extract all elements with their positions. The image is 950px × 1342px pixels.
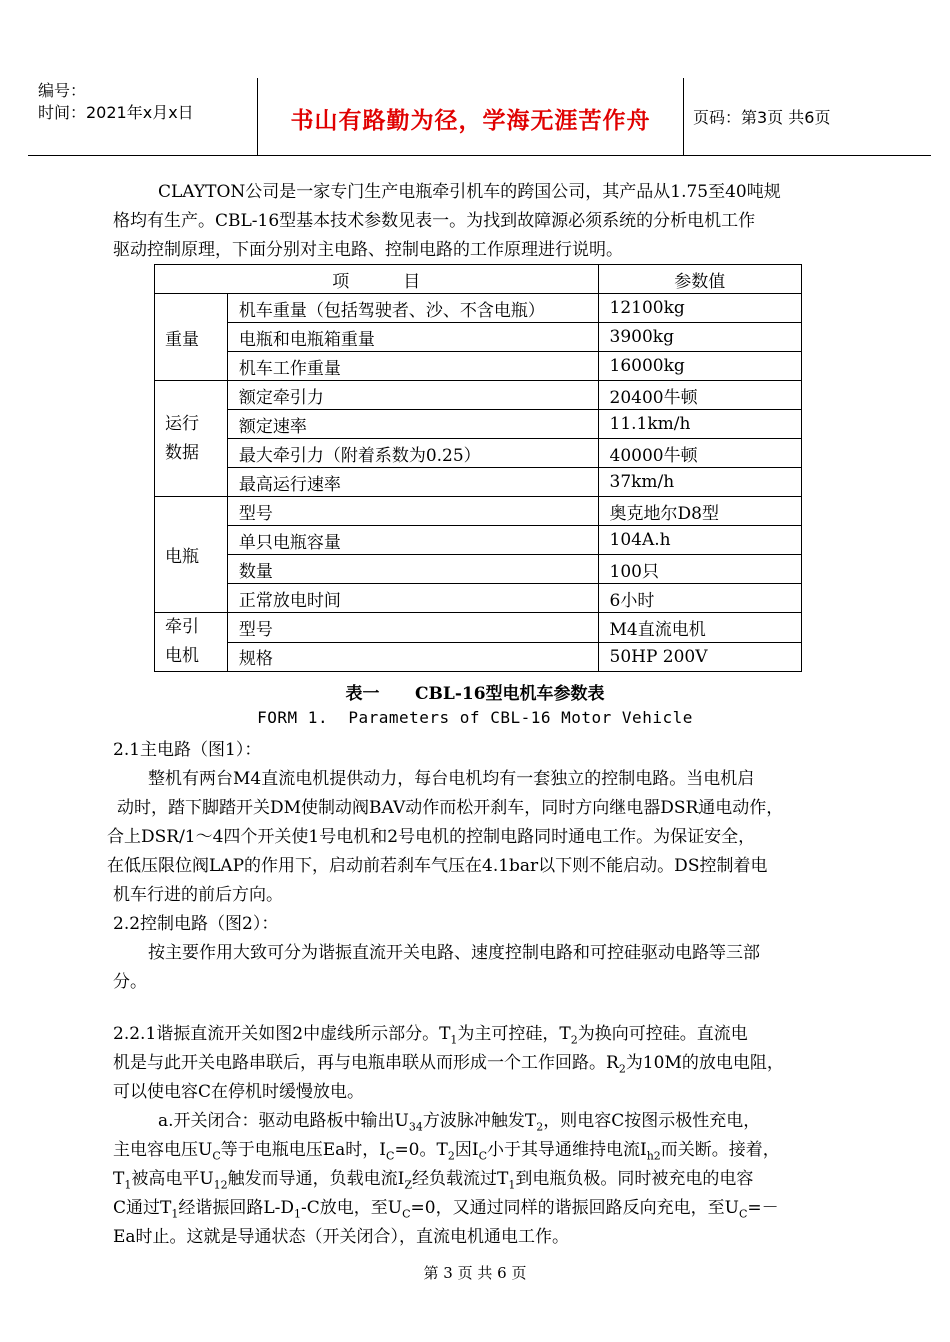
table-caption-en: FORM 1. Parameters of CBL-16 Motor Vehicle — [257, 708, 693, 727]
row-item: 额定速率 — [227, 410, 598, 439]
row-value: 3900kg — [598, 323, 802, 352]
motto: 书山有路勤为径，学海无涯苦作舟 — [290, 108, 651, 134]
row-value: 40000牛顿 — [598, 439, 802, 468]
table-row — [155, 555, 802, 584]
group-motor-line: 电机 — [165, 646, 199, 666]
row-item: 型号 — [227, 497, 598, 526]
table-row — [155, 497, 802, 526]
body-line: a.开关闭合：驱动电路板中输出$U_{34}$方波脉冲触发$T_2$，则电容C按图示极性充电， — [158, 1111, 761, 1134]
table-row — [155, 294, 802, 323]
table-row — [155, 526, 802, 555]
group-motor — [155, 613, 228, 672]
section-heading: 2.2控制电路（图2）： — [113, 914, 279, 934]
row-value: 6小时 — [598, 584, 802, 613]
row-value: 100只 — [598, 555, 802, 584]
row-value: 20400牛顿 — [598, 381, 802, 410]
table-row — [155, 352, 802, 381]
table-row — [155, 584, 802, 613]
time-label: 时间：2021年x月x日 — [38, 103, 194, 122]
row-item: 最大牵引力（附着系数为0.25） — [227, 439, 598, 468]
row-item: 数量 — [227, 555, 598, 584]
row-item: 单只电瓶容量 — [227, 526, 598, 555]
body-line: $T_1$被高电平$U_{12}$触发而导通，负载电流$I_Z$经负载流过$T_1$到电瓶负极。同时被充电的电容 — [113, 1169, 754, 1192]
row-value: M4直流电机 — [598, 613, 802, 643]
table-row — [155, 613, 802, 643]
row-item: 电瓶和电瓶箱重量 — [227, 323, 598, 352]
table-caption-cn: 表一 CBL-16型电机车参数表 — [345, 684, 605, 704]
body-line: Ea时止。这就是导通状态（开关闭合），直流电机通电工作。 — [113, 1227, 570, 1247]
table-row — [155, 439, 802, 468]
table-row — [155, 642, 802, 672]
body-line: 整机有两台M4直流电机提供动力，每台电机均有一套独立的控制电路。当电机启 — [148, 769, 755, 789]
group-weight: 重量 — [155, 294, 228, 381]
row-value: 104A.h — [598, 526, 802, 555]
row-value: 奥克地尔D8型 — [598, 497, 802, 526]
row-item: 最高运行速率 — [227, 468, 598, 497]
page-header — [28, 78, 931, 156]
body-line: 可以使电容C在停机时缓慢放电。 — [113, 1082, 365, 1102]
row-value: 12100kg — [598, 294, 802, 323]
body-line: 主电容电压$U_C$等于电瓶电压Ea时，$I_C=0$。$T_2$因$I_C$小于其导通维持电流$I_{h2}$而关断。接着， — [113, 1140, 780, 1163]
row-value: 37km/h — [598, 468, 802, 497]
row-item: 规格 — [227, 642, 598, 672]
row-item: 机车重量（包括驾驶者、沙、不含电瓶） — [227, 294, 598, 323]
intro-line: CLAYTON公司是一家专门生产电瓶牵引机车的跨国公司，其产品从1.75至40吨规 — [158, 182, 781, 202]
page-code: 页码：第3页 共6页 — [693, 108, 831, 127]
body-line: C通过$T_1$经谐振回路$L-D_1-C$放电，至$U_C=0$，又通过同样的谐振回路反向充电，至$U_C=-$ — [113, 1198, 779, 1221]
table-row — [155, 323, 802, 352]
section-heading: 2.1主电路（图1）： — [113, 740, 262, 760]
header-meta — [38, 80, 194, 124]
parameter-table — [154, 264, 802, 672]
page-footer: 第 3 页 共 6 页 — [423, 1264, 527, 1282]
body-line: 2.2.1谐振直流开关如图2中虚线所示部分。$T_1$为主可控硅，$T_2$为换向可控硅。直流电 — [113, 1024, 748, 1047]
header-rule — [28, 155, 931, 156]
table-header-row — [155, 265, 802, 294]
body-line: 动时，踏下脚踏开关DM使制动阀BAV动作而松开刹车，同时方向继电器DSR通电动作， — [117, 798, 784, 818]
group-motor-line: 牵引 — [165, 617, 199, 637]
table-row — [155, 410, 802, 439]
table-row — [155, 468, 802, 497]
body-line: 按主要作用大致可分为谐振直流开关电路、速度控制电路和可控硅驱动电路等三部 — [148, 943, 760, 963]
header-value: 参数值 — [598, 265, 802, 294]
body-line: 合上DSR/1～4四个开关使1号电机和2号电机的控制电路同时通电工作。为保证安全， — [107, 827, 756, 847]
group-battery: 电瓶 — [155, 497, 228, 613]
body-line: 在低压限位阀LAP的作用下，启动前若刹车气压在4.1bar以下则不能启动。DS控制着电 — [107, 856, 768, 876]
body-line: 机车行进的前后方向。 — [113, 885, 283, 905]
row-value: 11.1km/h — [598, 410, 802, 439]
header-item: 项 目 — [155, 265, 599, 294]
row-value: 50HP 200V — [598, 642, 802, 672]
group-run-line: 运行 — [165, 413, 199, 434]
row-item: 正常放电时间 — [227, 584, 598, 613]
body-line: 分。 — [113, 972, 147, 992]
row-item: 额定牵引力 — [227, 381, 598, 410]
row-item: 机车工作重量 — [227, 352, 598, 381]
intro-line: 格均有生产。CBL-16型基本技术参数见表一。为找到故障源必须系统的分析电机工作 — [113, 211, 756, 231]
row-item: 型号 — [227, 613, 598, 643]
table-row — [155, 381, 802, 410]
number-label: 编号： — [38, 81, 87, 100]
row-value: 16000kg — [598, 352, 802, 381]
group-run-line: 数据 — [165, 442, 199, 463]
group-run — [155, 381, 228, 497]
header-divider — [683, 78, 684, 156]
body-line: 机是与此开关电路串联后，再与电瓶串联从而形成一个工作回路。$R_2$为10M的放电电阻， — [113, 1053, 784, 1076]
intro-line: 驱动控制原理，下面分别对主电路、控制电路的工作原理进行说明。 — [113, 240, 623, 260]
